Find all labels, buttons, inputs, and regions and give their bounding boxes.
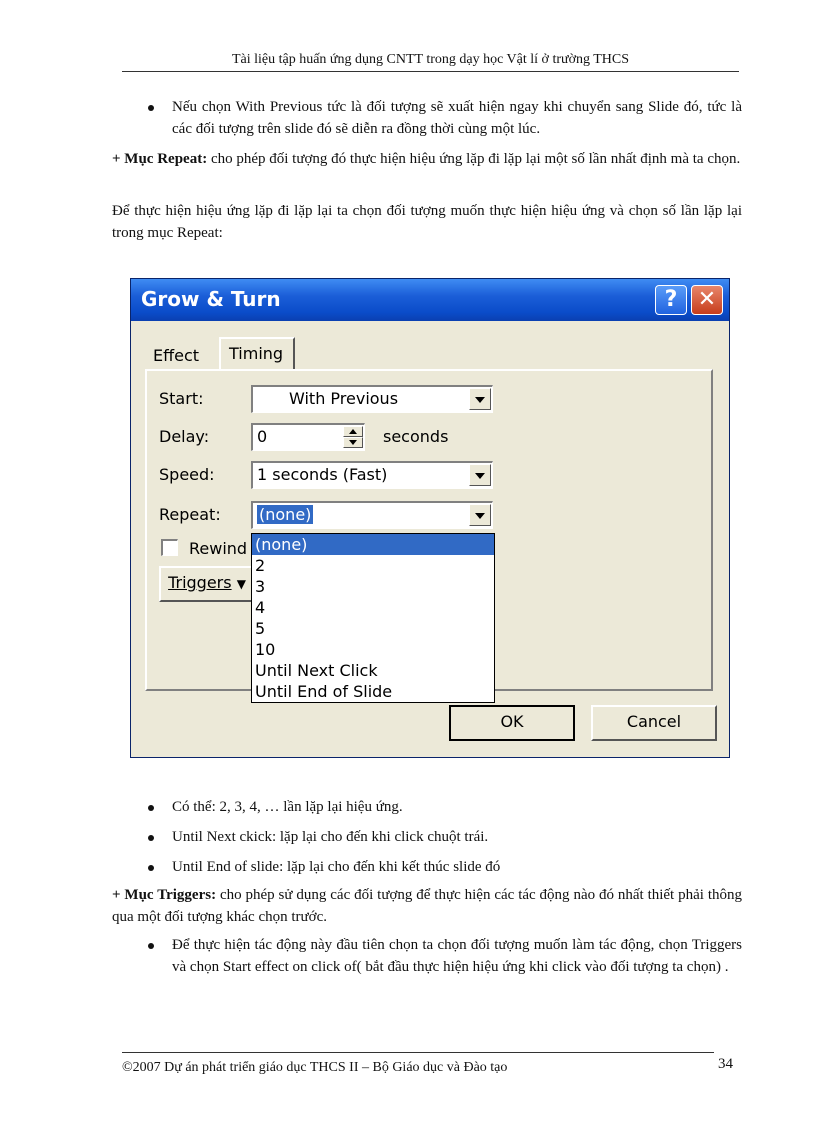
header-rule [122, 71, 739, 72]
dialog-titlebar[interactable] [131, 279, 729, 321]
bullet-dot [148, 105, 154, 111]
dialog-title: Grow & Turn [141, 287, 281, 311]
chevron-down-icon[interactable] [469, 504, 491, 526]
list-item[interactable]: Until Next Click [255, 661, 378, 680]
list-item[interactable]: 5 [255, 619, 266, 638]
speed-label: Speed: [159, 465, 215, 484]
page-header: Tài liệu tập huấn ứng dụng CNTT trong dạy học Vật lí ở trường THCS [231, 52, 630, 67]
list-item [148, 856, 742, 878]
cancel-button[interactable]: Cancel [591, 705, 717, 741]
repeat-value: (none) [259, 505, 312, 524]
list-item[interactable]: 10 [255, 640, 276, 659]
list-item[interactable]: 3 [255, 577, 266, 596]
delay-spinner[interactable] [343, 426, 363, 448]
ok-button[interactable]: OK [449, 705, 575, 741]
speed-select[interactable] [251, 461, 493, 489]
delay-label: Delay: [159, 427, 210, 446]
rewind-checkbox[interactable] [161, 539, 178, 556]
triggers-heading: + Mục Triggers: [112, 887, 217, 903]
repeat-paragraph [112, 148, 742, 170]
repeat-text: cho phép đối tượng đó thực hiện hiệu ứng lặp đi lặp lại một số lần nhất định mà ta chọn. [207, 151, 741, 167]
triggers-button[interactable] [159, 566, 255, 602]
page-number: 34 [718, 1056, 733, 1072]
triggers-label: Triggers [168, 573, 232, 592]
intro-bullet-text: Nếu chọn With Previous tức là đối tượng sẽ xuất hiện ngay khi chuyển sang Slide đó, tức là các đối tượng trên slide đó sẽ diễn ra đồng thời cùng một lúc. [172, 99, 742, 137]
list-item[interactable]: 2 [255, 556, 266, 575]
grow-turn-dialog [130, 278, 730, 758]
triggers-text: cho phép sử dụng các đối tượng để thực hiện các tác động nào đó nhất thiết phải thông qua một đối tượng khác chọn trước. [112, 887, 742, 925]
list-item[interactable]: (none) [252, 534, 494, 555]
delay-input[interactable] [251, 423, 365, 451]
triggers-bullet [148, 934, 742, 978]
bullet-text: Có thể: 2, 3, 4, … lần lặp lại hiệu ứng. [172, 799, 403, 815]
tab-effect[interactable]: Effect [153, 346, 200, 365]
bullet-dot [148, 865, 154, 871]
start-select[interactable] [251, 385, 493, 413]
speed-value: 1 seconds (Fast) [257, 465, 388, 484]
repeat-heading: + Mục Repeat: [112, 151, 208, 167]
bullet-dot [148, 943, 154, 949]
list-item [148, 796, 742, 818]
rewind-label: Rewind [189, 539, 248, 558]
bullet-dot [148, 835, 154, 841]
bullet-dot [148, 805, 154, 811]
footer-text: ©2007 Dự án phát triển giáo dục THCS II – Bộ Giáo dục và Đào tạo [122, 1060, 508, 1075]
repeat-select[interactable] [251, 501, 493, 529]
start-value: With Previous [289, 389, 399, 408]
repeat-instruction: Để thực hiện hiệu ứng lặp đi lặp lại ta chọn đối tượng muốn thực hiện hiệu ứng và chọn số lần lặp lại trong mục Repeat: [112, 203, 742, 241]
list-item[interactable]: 4 [255, 598, 266, 617]
intro-bullet [148, 96, 742, 140]
list-item [148, 826, 742, 848]
close-button[interactable]: ✕ [691, 285, 723, 315]
bullet-text: Until Next ckick: lặp lại cho đến khi click chuột trái. [172, 829, 489, 845]
triggers-bullet-text: Để thực hiện tác động này đầu tiên chọn ta chọn đối tượng muốn làm tác động, chọn Triggers và chọn Start effect on click of( bắt đầu thực hiện hiệu ứng khi click vào đối tượng ta chọn) . [172, 937, 742, 975]
spin-up-icon[interactable] [343, 426, 363, 437]
delay-unit: seconds [383, 427, 449, 446]
chevron-down-icon: ▼ [236, 577, 246, 591]
spin-down-icon[interactable] [343, 437, 363, 448]
delay-value: 0 [257, 427, 268, 446]
start-label: Start: [159, 389, 204, 408]
chevron-down-icon[interactable] [469, 464, 491, 486]
repeat-dropdown-list [251, 533, 495, 703]
footer-rule [122, 1052, 714, 1053]
help-button[interactable]: ? [655, 285, 687, 315]
chevron-down-icon[interactable] [469, 388, 491, 410]
list-item[interactable]: Until End of Slide [255, 682, 393, 701]
triggers-paragraph [112, 884, 742, 928]
repeat-label: Repeat: [159, 505, 221, 524]
bullet-text: Until End of slide: lặp lại cho đến khi kết thúc slide đó [172, 859, 501, 875]
tab-timing[interactable]: Timing [219, 337, 295, 371]
